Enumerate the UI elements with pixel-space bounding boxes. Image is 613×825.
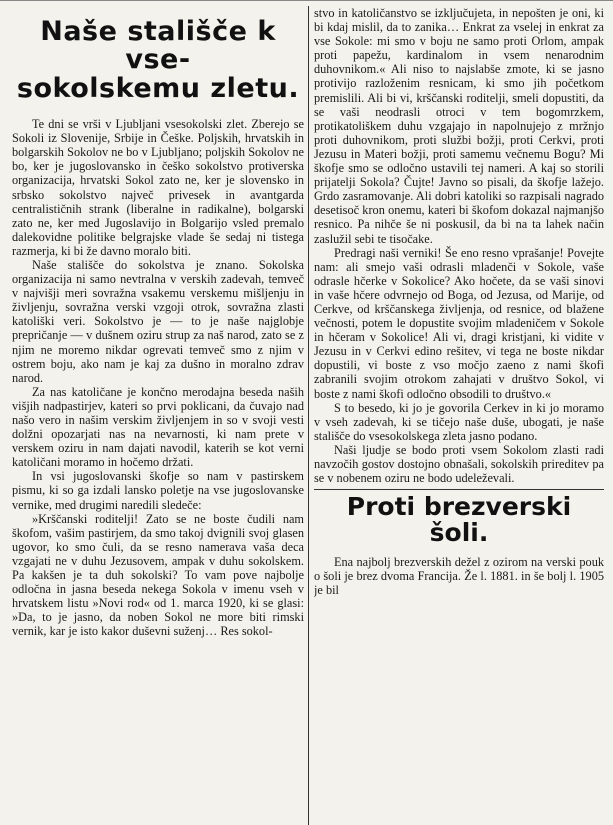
article-paragraph: stvo in katoličanstvo se izključujeta, in nepošten je oni, ki bi kdaj mislil, da to zanika… Enkrat za vselej in enkrat za vse Sokole: mi smo v boju ne samo proti Orlom, ampak proti papežu, kardinalom in vsem nenarodnim duhovnikom.« Ali niso to najslabše zmote, ki se jasno protivijo razloženim resnicam, ki smo jih početkom premislili. Ali bi vi, krščanski roditelji, smeli dopustiti, da se vaši neodrasli otroci v tem bogomrzkem, protikatoliškem duhu vzgajajo in napolnujejo z mržnjo proti duhovnikom, proti službi božji, proti Cerkvi, proti Jezusu in Materi božji, proti samemu večnemu Bogu? Mi škofje smo se odločno ustavili tej nameri. A kaj so storili prijatelji Sokola? Čujte! Javno so pisali, da škofje lažejo. Grdo zasramovanje. Ali dobri katoliki so razpisali nagrado desetisoč kron onemu, kateri bi škofom dokazal najmanjšo resnico. Pa nihče še ni poskusil, da bi na ta lahek način zaslužil sebi te tisočake. xyxy=(314,6,604,246)
article-paragraph: S to besedo, ki jo je govorila Cerkev in ki jo moramo v vseh zadevah, ki se tičejo naše duše, ubogati, je naše stališče do vsesokolskega zleta jasno podano. xyxy=(314,400,604,443)
article-paragraph: Predragi naši verniki! Še eno resno vprašanje! Povejte nam: ali smejo vaši odrasli mladenči v Sokole, vaše odrasle hčerke v Sokolice? Ako hočete, da se vaši sinovi in vaše hčere odvrnejo od Boga, od Jezusa, od Marije, od Cerkve, od krščanskega življenja, od resnice, od blažene večnosti, potem le dopustite svojim mladeničem v Sokole in hčeram v Sokolice! Ali vi, dragi kristjani, ki vidite v Jezusu in v Cerkvi edino rešitev, vi tega ne boste nikdar dopustili, vi boste z vso močjo zaeno z nami škofi zabranili svojim otrokom zahajati v društvo Sokol, vi boste z nami škofi odločno obsodili to društvo.« xyxy=(314,245,604,401)
headline-line-2: sokolskemu zletu. xyxy=(16,72,300,104)
second-article-headline: Proti brezverski šoli. xyxy=(346,492,572,548)
article-paragraph: Te dni se vrši v Ljubljani vsesokolski zlet. Zberejo se Sokoli iz Slovenije, Srbije in Češke. Poljskih, hrvatskih in bolgarskih Sokolov ne bo v Ljubljano; poljskih Sokolov ne bo, ker je jugoslovansko in češko sokolstvo protiverska organizacija, hrvatski Sokol zato ne, ker je slovensko in srbsko sokolstvo največ privesek in avantgarda centralističnih strank (liberalne in radikalne), bolgarski zato ne, ker med Jugoslavijo in Bolgarijo vsled premalo dalekovidne politike belgrajske vlade še sedaj ni tistega razmerja, ki bi že davno moralo biti. xyxy=(12,117,304,258)
article-paragraph: In vsi jugoslovanski škofje so nam v pastirskem pismu, ki so ga izdali lansko poletje na vse jugoslovanske vernike, med drugimi naredili sledeče: xyxy=(12,469,304,512)
article-paragraph: Ena najbolj brezverskih dežel z ozirom na verski pouk o šoli je brez dvoma Francija. Že l. 1881. in še bolj l. 1905 je bil xyxy=(314,554,604,597)
separator-rule xyxy=(314,489,604,490)
page-top-border xyxy=(0,0,613,5)
right-column xyxy=(314,6,604,825)
column-divider xyxy=(308,6,309,825)
article-headline xyxy=(12,18,304,103)
left-column xyxy=(12,6,304,825)
article-paragraph: »Krščanski roditelji! Zato se ne boste čudili nam škofom, vašim pastirjem, da smo takoj dvignili svoj glasen ugovor, ko smo čuli, da se resno namerava vaša deca vzgajati ne v duhu Jezusovem, ampak v duhu sokolskem. Pa kakšen je ta duh sokolski? To vam pove najbolje odločna in jasna beseda nekega Sokola v imenu vseh v hrvatskem listu »Novi rod« od 1. marca 1920, ki se glasi: »Da, to je jasno, da noben Sokol ne more biti rimski vernik, kar je isto kakor duševni suženj… Res sokol- xyxy=(12,511,304,639)
article-paragraph: Naši ljudje se bodo proti vsem Sokolom zlasti radi navzočih gostov dostojno obnašali, sokolskih prireditev pa se v nobenem oziru ne bodo udeleževali. xyxy=(314,442,604,486)
article-paragraph: Za nas katoličane je končno merodajna beseda naših višjih nadpastirjev, kateri so prvi poklicani, da čuvajo nad našo vero in našim verskim življenjem in so v svoji vesti dolžni opozarjati nas na nevarnosti, ki nam prete v verskem oziru in nam dajati navodil, katerih se kot verni katoličani moramo in hočemo držati. xyxy=(12,384,304,470)
article-separator xyxy=(314,489,604,547)
article-paragraph: Naše stališče do sokolstva je znano. Sokolska organizacija ni samo nevtralna v verskih zadevah, temveč v najvišji meri sovražna vsakemu verskemu mišljenju in življenju, sovražna verski vzgoji otrok, sovražna zlasti katoliški veri. Sokolstvo je — to je naše najglobje prepričanje — v dušnem oziru strup za naš narod, zato se z njim ne moremo nikdar ogrevati temveč smo z njim v ostrem boju, ako nam je kaj za dušno in moralno zdrav narod. xyxy=(12,257,304,385)
headline-line-1: Naše stališče k vse- xyxy=(40,16,276,76)
